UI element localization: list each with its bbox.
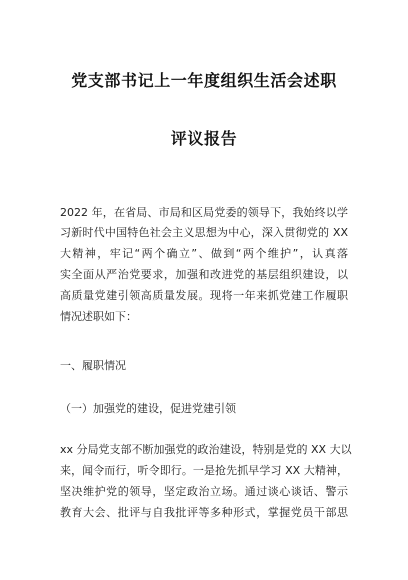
intro-paragraph-line: 情况述职如下： <box>60 310 137 323</box>
document-title-line-1: 党支部书记上一年度组织生活会述职 <box>71 71 337 90</box>
body-paragraph-line: 来，闻令而行，听令即行。一是抢先抓早学习 XX 大精神， <box>60 464 348 477</box>
intro-paragraph-line: 2022 年，在省局、市局和区局党委的领导下，我始终以学 <box>60 206 348 219</box>
body-paragraph-line: 坚决维护党的领导，坚定政治立场。通过谈心谈话、警示 <box>60 485 348 498</box>
body-paragraph-line: xx 分局党支部不断加强党的政治建设，特别是党的 XX 大以 <box>60 443 352 456</box>
subsection-heading: （一）加强党的建设，促进党建引领 <box>60 402 236 415</box>
intro-paragraph-line: 高质量党建引领高质量发展。现将一年来抓党建工作履职 <box>60 289 348 302</box>
intro-paragraph-line: 实全面从严治党要求，加强和改进党的基层组织建设，以 <box>60 268 348 281</box>
document-title-line-2: 评议报告 <box>170 129 238 148</box>
section-heading: 一、履职情况 <box>60 359 126 372</box>
body-paragraph-line: 教育大会、批评与自我批评等多种形式，掌握党员干部思 <box>60 506 348 519</box>
intro-paragraph-line: 大精神，牢记“两个确立”、做到“两个维护”，认真落 <box>60 247 348 260</box>
intro-paragraph-line: 习新时代中国特色社会主义思想为中心，深入贯彻党的 XX <box>60 226 348 239</box>
